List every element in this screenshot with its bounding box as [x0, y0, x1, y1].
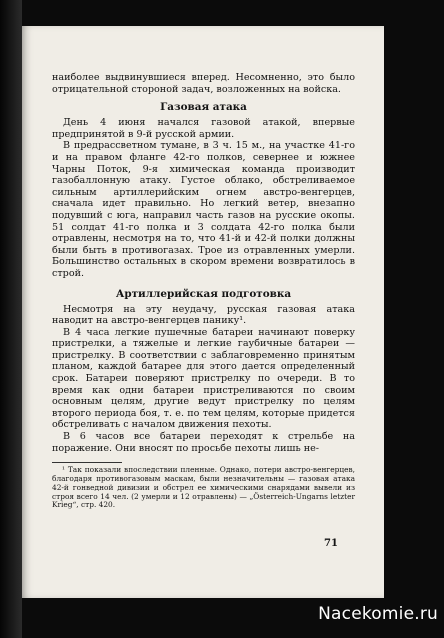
- site-watermark: Nacekomie.ru: [318, 604, 438, 624]
- footnote-divider: [52, 462, 122, 463]
- book-binding: [0, 0, 22, 638]
- footnote-text: ¹ Так показали впоследствии пленные. Однако, потери австро-венгерцев, благодаря противогазовым маскам, были незначительны — газовая атака 42-й гонведной дивизии и обстрел ее химическими снарядами вывели из строя всего 14 чел. (2 умерли и 12 отравлены) — „Österreich-Ungarns letzter Krieg“, стр. 420.: [52, 465, 355, 510]
- paragraph: В предрассветном тумане, в 3 ч. 15 м., на участке 41-го и на правом фланге 42-го полков, севернее и южнее Чарны Поток, 9-я химическая команда производит газобаллонную атаку. Густое облако, обстреливаемое сильным артиллерийским огнем австро-венгерцев, сначала идет правильно. Но легкий ветер, внезапно подувший с юга, направил часть газов на русские окопы. 51 солдат 41-го полка и 3 солдата 42-го полка были отравлены, несмотря на то, что 41-й и 42-й полки должны были быть в противогазах. Трое из отравленных умерли. Большинство остальных в скором времени возвратилось в строй.: [52, 140, 355, 279]
- paragraph: В 4 часа легкие пушечные батареи начинают поверку пристрелки, а тяжелые и легкие гаубичные батареи — пристрелку. В соответствии с заблаговременно принятым планом, каждой батарее для этого дается определенный срок. Батареи поверяют пристрелку по очереди. В то время как одни батареи пристреливаются по своим основным целям, другие ведут пристрелку по целям второго периода боя, т. е. по тем целям, которые придется обстреливать с началом движения пехоты.: [52, 326, 355, 431]
- page-content: [52, 72, 355, 510]
- book-page: [22, 26, 384, 598]
- footnote: [52, 466, 355, 510]
- paragraph: Несмотря на эту неудачу, русская газовая атака наводит на австро-венгерцев панику¹.: [52, 303, 355, 327]
- paragraph: День 4 июня начался газовой атакой, впервые предпринятой в 9-й русской армии.: [52, 117, 355, 140]
- section-heading-gas-attack: Газовая атака: [160, 101, 247, 114]
- paragraph: В 6 часов все батареи переходят к стрельбе на поражение. Они вносят по просьбе пехоты лишь не-: [52, 431, 355, 454]
- page-number: 71: [324, 538, 338, 549]
- section-heading-artillery: Артиллерийская подготовка: [115, 287, 292, 300]
- intro-paragraph: наиболее выдвинувшиеся вперед. Несомненно, это было отрицательной стороной задач, возложенных на войска.: [52, 72, 355, 95]
